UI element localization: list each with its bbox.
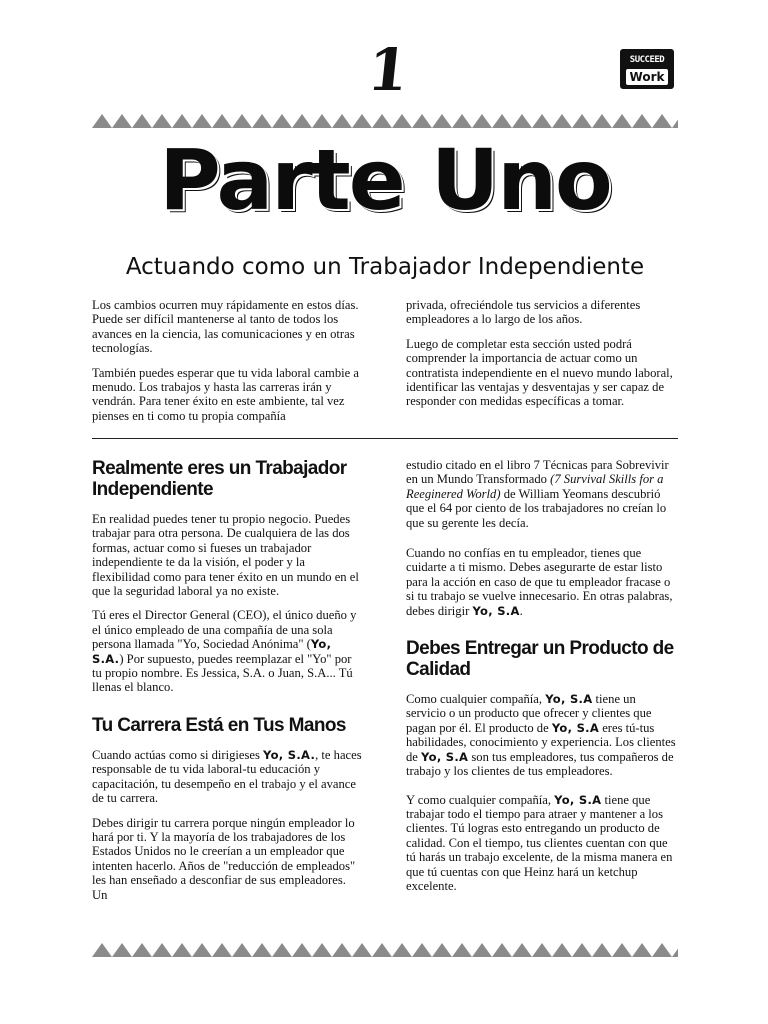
intro-paragraph: privada, ofreciéndole tus servicios a diferentes empleadores a lo largo de los años.	[406, 298, 641, 327]
yo-sa-mark: Yo, S.A.	[92, 637, 332, 666]
body-right-column	[406, 458, 678, 903]
logo-line-2: Work	[626, 69, 669, 85]
yo-sa-mark: Yo, S.A	[421, 749, 469, 764]
body-paragraph: Cuando no confías en tu empleador, tienes que cuidarte a ti mismo. Debes asegurarte de estar listo para la acción en caso de que tu empleador fracase o si tu trabajo se vuelve innecesario. En otras palabras, debes dirigir Yo, S.A.	[406, 546, 673, 618]
section-heading: Realmente eres un Trabajador Independiente	[92, 458, 347, 500]
yo-sa-mark: Yo, S.A.	[263, 747, 316, 762]
body-paragraph: Debes dirigir tu carrera porque ningún empleador lo hará por ti. Y la mayoría de los trabajadores de los Estados Unidos no le creerían a un empleador que intenten hacerlo. Años de "reducción de empleados" les han enseñado a desconfiar de sus empleadores. Un	[92, 815, 356, 902]
section-divider	[92, 438, 678, 439]
book-title-italic: (7 Survival Skills for a Reeginered World)	[406, 472, 664, 501]
intro-right-column	[406, 298, 678, 419]
part-title: Parte Uno	[159, 131, 611, 229]
section-heading: Debes Entregar un Producto de Calidad	[406, 638, 674, 681]
intro-paragraph: También puedes esperar que tu vida laboral cambie a menudo. Los trabajos y hasta las carreras irán y vendrán. Para tener éxito en este ambiente, tal vez pienses en ti como tu propia compañía	[92, 365, 359, 423]
intro-left-column	[92, 298, 364, 433]
body-paragraph: Cuando actúas como si dirigieses Yo, S.A., te haces responsable de tu vida laboral-tu educación y capacitación, tu desempeño en el trabajo y el avance de tu carrera.	[92, 747, 362, 806]
logo-line-1: SUCCEED	[629, 55, 665, 65]
succeed-at-work-logo	[620, 49, 674, 89]
bottom-zigzag-border	[92, 943, 678, 957]
body-paragraph: estudio citado en el libro 7 Técnicas para Sobrevivir en un Mundo Transformado (7 Survival Skills for a Reeginered World) de William Yeomans descubrió que el 64 por ciento de los trabajadores no creían lo que su gerente les decía.	[406, 458, 669, 530]
body-paragraph: En realidad puedes tener tu propio negocio. Puedes trabajar para otra persona. De cualquiera de las dos formas, actuar como si fueses un trabajador independiente te da la visión, el poder y la flexibilidad como para tener éxito en un mundo en el que la seguridad laboral ya no existe.	[92, 512, 359, 599]
intro-paragraph: Los cambios ocurren muy rápidamente en estos días. Puede ser difícil mantenerse al tanto de todos los avances en la ciencia, las comunicaciones y en otras tecnologías.	[92, 298, 359, 356]
body-paragraph: Tú eres el Director General (CEO), el único dueño y el único empleado de una compañía de una sola persona llamada "Yo, Sociedad Anónima" (Yo, S.A.) Por supuesto, puedes reemplazar el "Yo" por tu propio nombre. Es Jessica, S.A. o Juan, S.A... Tú llenas el blanco.	[92, 608, 357, 695]
intro-paragraph: Luego de completar esta sección usted podrá comprender la importancia de actuar como un contratista independiente en el nuevo mundo laboral, identificar las ventajas y desventajas y ser capaz de responder con medidas específicas a tomar.	[406, 336, 673, 409]
yo-sa-mark: Yo, S.A	[554, 792, 602, 807]
top-zigzag-border	[92, 114, 678, 128]
body-paragraph: Y como cualquier compañía, Yo, S.A tiene que trabajar todo el tiempo para atraer y mantener a los clientes. Tú logras esto entregando un producto de calidad. Con el tiempo, tus clientes cuentan con que tú harás un trabajo excelente, de la misma manera en que tú cuentas con que Heinz hará un ketchup excelente.	[406, 792, 673, 893]
section-heading: Tu Carrera Está en Tus Manos	[92, 714, 346, 736]
body-paragraph: Como cualquier compañía, Yo, S.A tiene un servicio o un producto que ofrecer y clientes que pagan por él. El producto de Yo, S.A eres tú-tus habilidades, conocimiento y experiencia. Los clientes de Yo, S.A son tus empleadores, tus compañeros de trabajo y los clientes de tus empleadores.	[406, 692, 676, 779]
part-subtitle: Actuando como un Trabajador Independiente	[125, 254, 645, 280]
yo-sa-mark: Yo, S.A	[551, 720, 600, 735]
yo-sa-mark: Yo, S.A	[545, 692, 593, 707]
chapter-number: 1	[364, 36, 412, 104]
yo-sa-mark: Yo, S.A	[472, 603, 520, 618]
body-left-column	[92, 458, 364, 912]
